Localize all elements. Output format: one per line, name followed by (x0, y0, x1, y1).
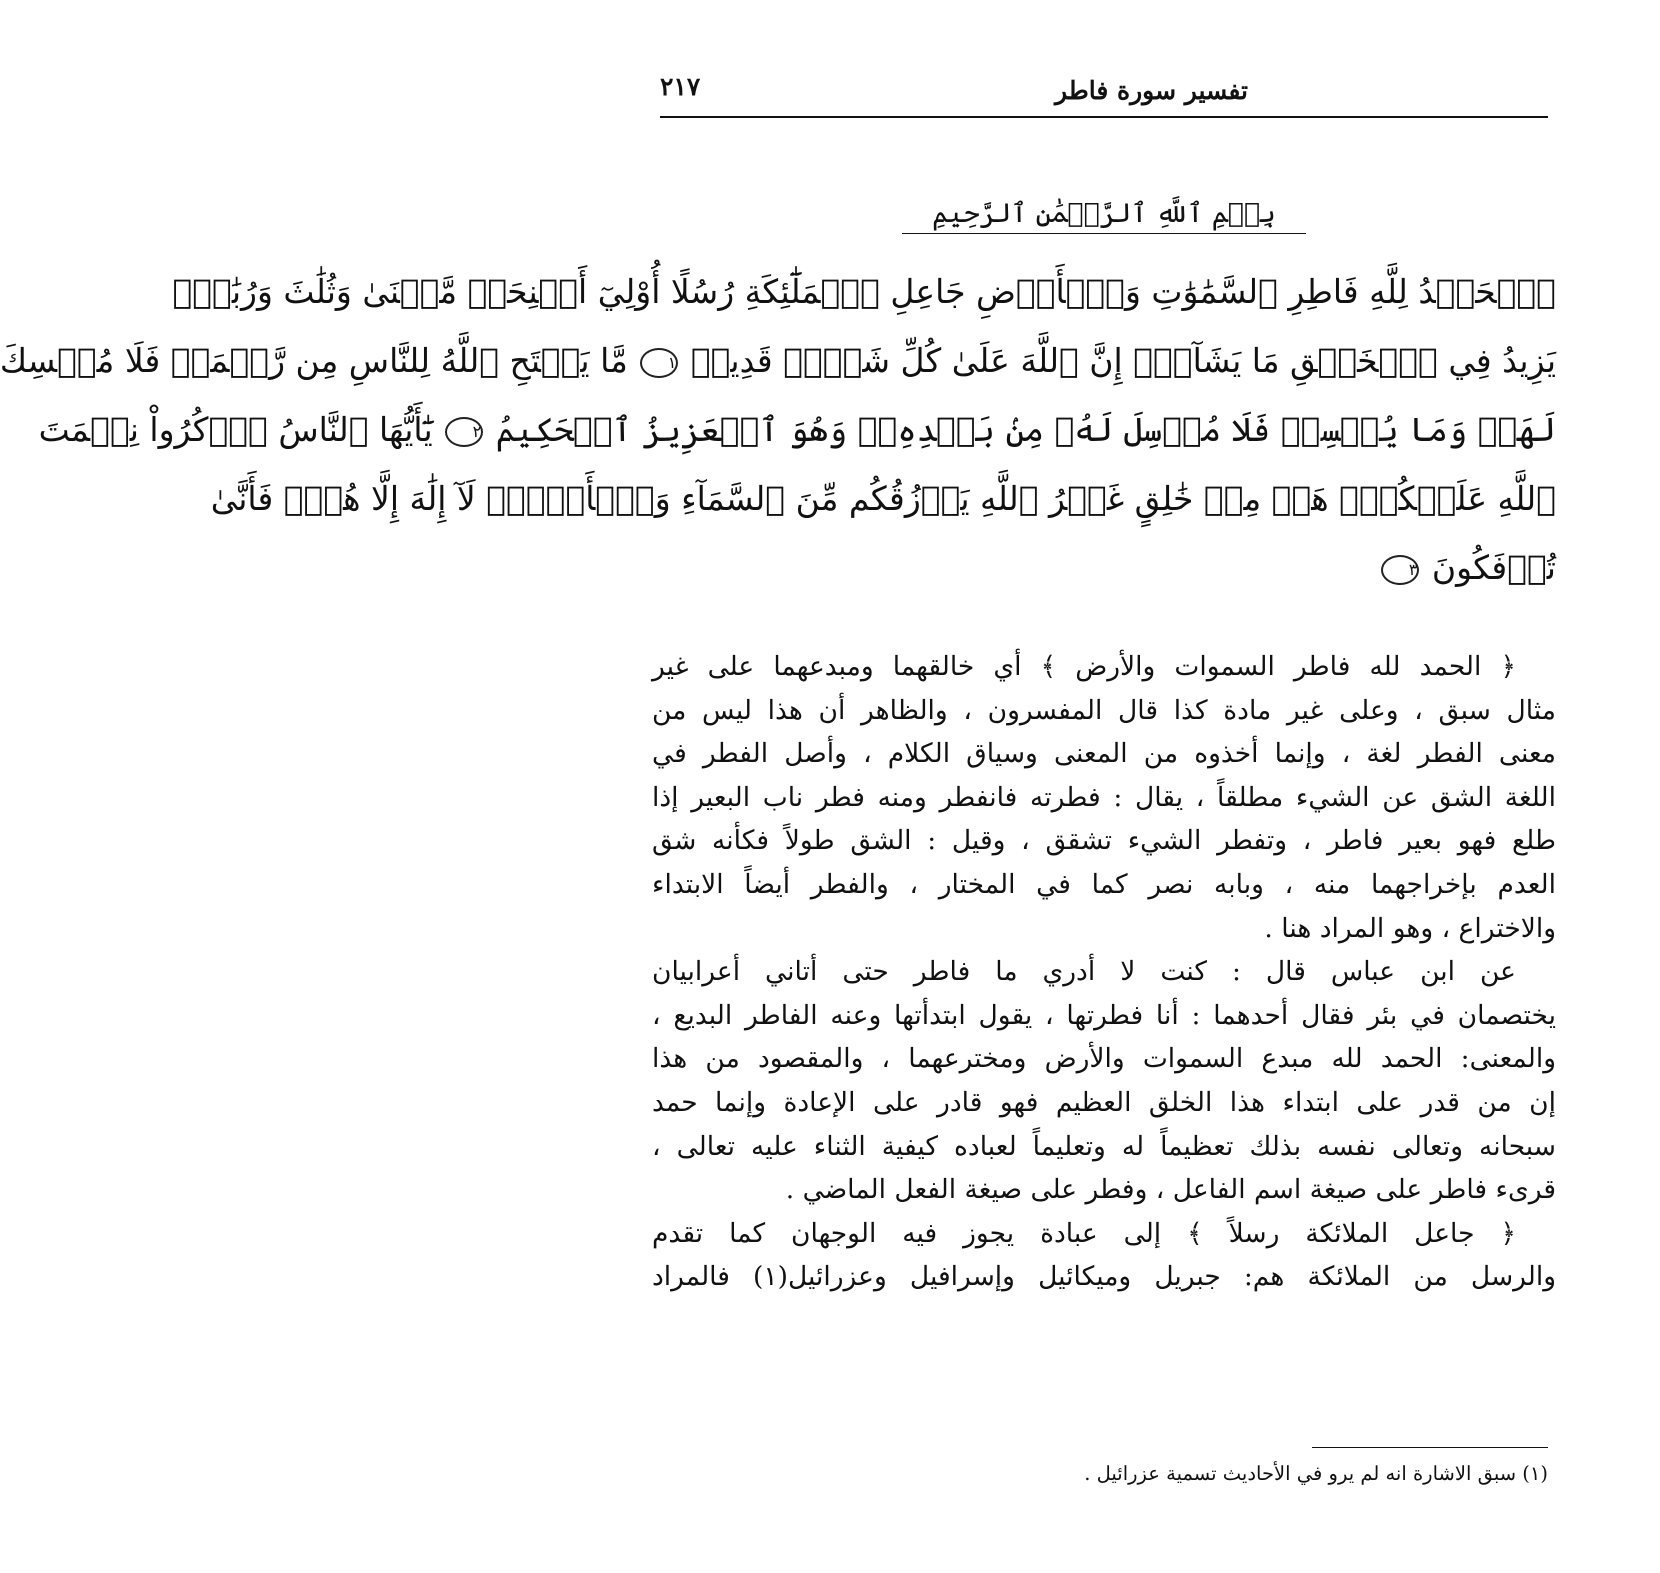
verse-text: مَّا يَفۡتَحِ ٱللَّهُ لِلنَّاسِ مِن رَّحۡمَةٖ فَلَا مُمۡسِكَ (0, 341, 628, 380)
text-line: ﴿ جاعل الملائكة رسلاً ﴾ إلى عبادة يجوز فيه الوجهان كما تقدم (652, 1217, 1516, 1249)
footnote: (١) سبق الاشارة انه لم يرو في الأحاديث تسمية عزرائيل . (1084, 1462, 1548, 1485)
text-line: إن من قدر على ابتداء هذا الخلق العظيم فهو قادر على الإعادة وإنما حمد (652, 1086, 1556, 1118)
basmala (548, 198, 1660, 234)
quran-verses (0, 262, 1556, 607)
verse-line (38, 400, 1556, 469)
verse-text: ٱلۡحَمۡدُ لِلَّهِ فَاطِرِ ٱلسَّمَٰوَٰتِ وَٱلۡأَرۡضِ جَاعِلِ ٱلۡمَلَٰٓئِكَةِ رُسُلًا أُوْلِيٓ أَجۡنِحَةٖ مَّثۡنَىٰ وَثُلَٰثَ وَرُبَٰعَۚ (172, 272, 1556, 311)
text-line: طلع فهو بعير فاطر ، وتفطر الشيء تشقق ، وقيل : الشق طولاً فكأنه شق (652, 825, 1556, 857)
running-title: تفسير سورة فاطر (1055, 76, 1248, 105)
text-line: قرىء فاطر على صيغة اسم الفاعل ، وفطر على صيغة الفعل الماضي . (785, 1174, 1556, 1206)
text-line: ﴿ الحمد لله فاطر السموات والأرض ﴾ أي خالقهما ومبدعهما على غير (652, 651, 1516, 682)
text-line: عن ابن عباس قال : كنت لا أدري ما فاطر حتى أتاني أعرابيان (652, 956, 1516, 988)
text-line: اللغة الشق عن الشيء مطلقاً ، يقال : فطرته فانفطر ومنه فطر ناب البعير إذا (652, 781, 1556, 813)
ayah-number-marker: ٢ (445, 417, 483, 447)
page-header (660, 72, 1548, 118)
verse-line (210, 469, 1556, 538)
text-line: معنى الفطر لغة ، وإنما أخذوه من المعنى وسياق الكلام ، وأصل الفطر في (652, 738, 1556, 770)
ayah-number-marker: ٣ (1381, 555, 1419, 585)
header-rule (660, 116, 1548, 118)
verse-text: يَٰٓأَيُّهَا ٱلنَّاسُ ٱذۡكُرُواْ نِعۡمَتَ (38, 410, 433, 449)
verse-text: لَهَاۖ وَمَا يُمۡسِكۡ فَلَا مُرۡسِلَ لَهُۥ مِنۢ بَعۡدِهِۦۚ وَهُوَ ٱلۡعَزِيزُ ٱلۡحَكِيمُ (495, 410, 1556, 449)
text-line: سبحانه وتعالى نفسه بذلك تعظيماً له وتعليماً لعباده كيفية الثناء عليه تعالى ، (652, 1130, 1556, 1162)
footnote-rule (1312, 1447, 1548, 1448)
text-line: العدم بإخراجهما منه ، وبابه نصر كما في المختار ، والفطر أيضاً الابتداء (652, 868, 1556, 900)
verse-line (172, 262, 1556, 331)
verse-line (652, 538, 1556, 607)
text-line: والمعنى: الحمد لله مبدع السموات والأرض ومخترعهما ، والمقصود من هذا (652, 1043, 1556, 1075)
verse-line (0, 331, 1556, 400)
text-line: والرسل من الملائكة هم: جبريل وميكائيل وإسرافيل وعزرائيل(١) فالمراد (652, 1261, 1557, 1293)
commentary-text (652, 645, 1556, 1299)
page-number: ٢١٧ (660, 72, 701, 101)
verse-text: ٱللَّهِ عَلَيۡكُمۡۚ هَلۡ مِنۡ خَٰلِقٍ غَيۡرُ ٱللَّهِ يَرۡزُقُكُم مِّنَ ٱلسَّمَآءِ وَٱلۡأَرۡضِۚ لَآ إِلَٰهَ إِلَّا هُوَۖ فَأَنَّىٰ (210, 479, 1556, 518)
verse-text: تُؤۡفَكُونَ (1431, 548, 1556, 587)
text-line: مثال سبق ، وعلى غير مادة كذا قال المفسرون ، والظاهر أن هذا ليس من (652, 694, 1556, 726)
verse-text: يَزِيدُ فِي ٱلۡخَلۡقِ مَا يَشَآءُۚ إِنَّ ٱللَّهَ عَلَىٰ كُلِّ شَيۡءٖ قَدِيرٞ (690, 341, 1556, 380)
text-line: والاختراع ، وهو المراد هنا . (1264, 912, 1556, 944)
text-line: يختصمان في بئر فقال أحدهما : أنا فطرتها ، يقول ابتدأتها وعنه الفاطر البديع ، (652, 999, 1556, 1031)
basmala-text: بِسۡمِ ٱللَّهِ ٱلرَّحۡمَٰنِ ٱلرَّحِيمِ (902, 198, 1306, 234)
ayah-number-marker: ١ (640, 348, 678, 378)
